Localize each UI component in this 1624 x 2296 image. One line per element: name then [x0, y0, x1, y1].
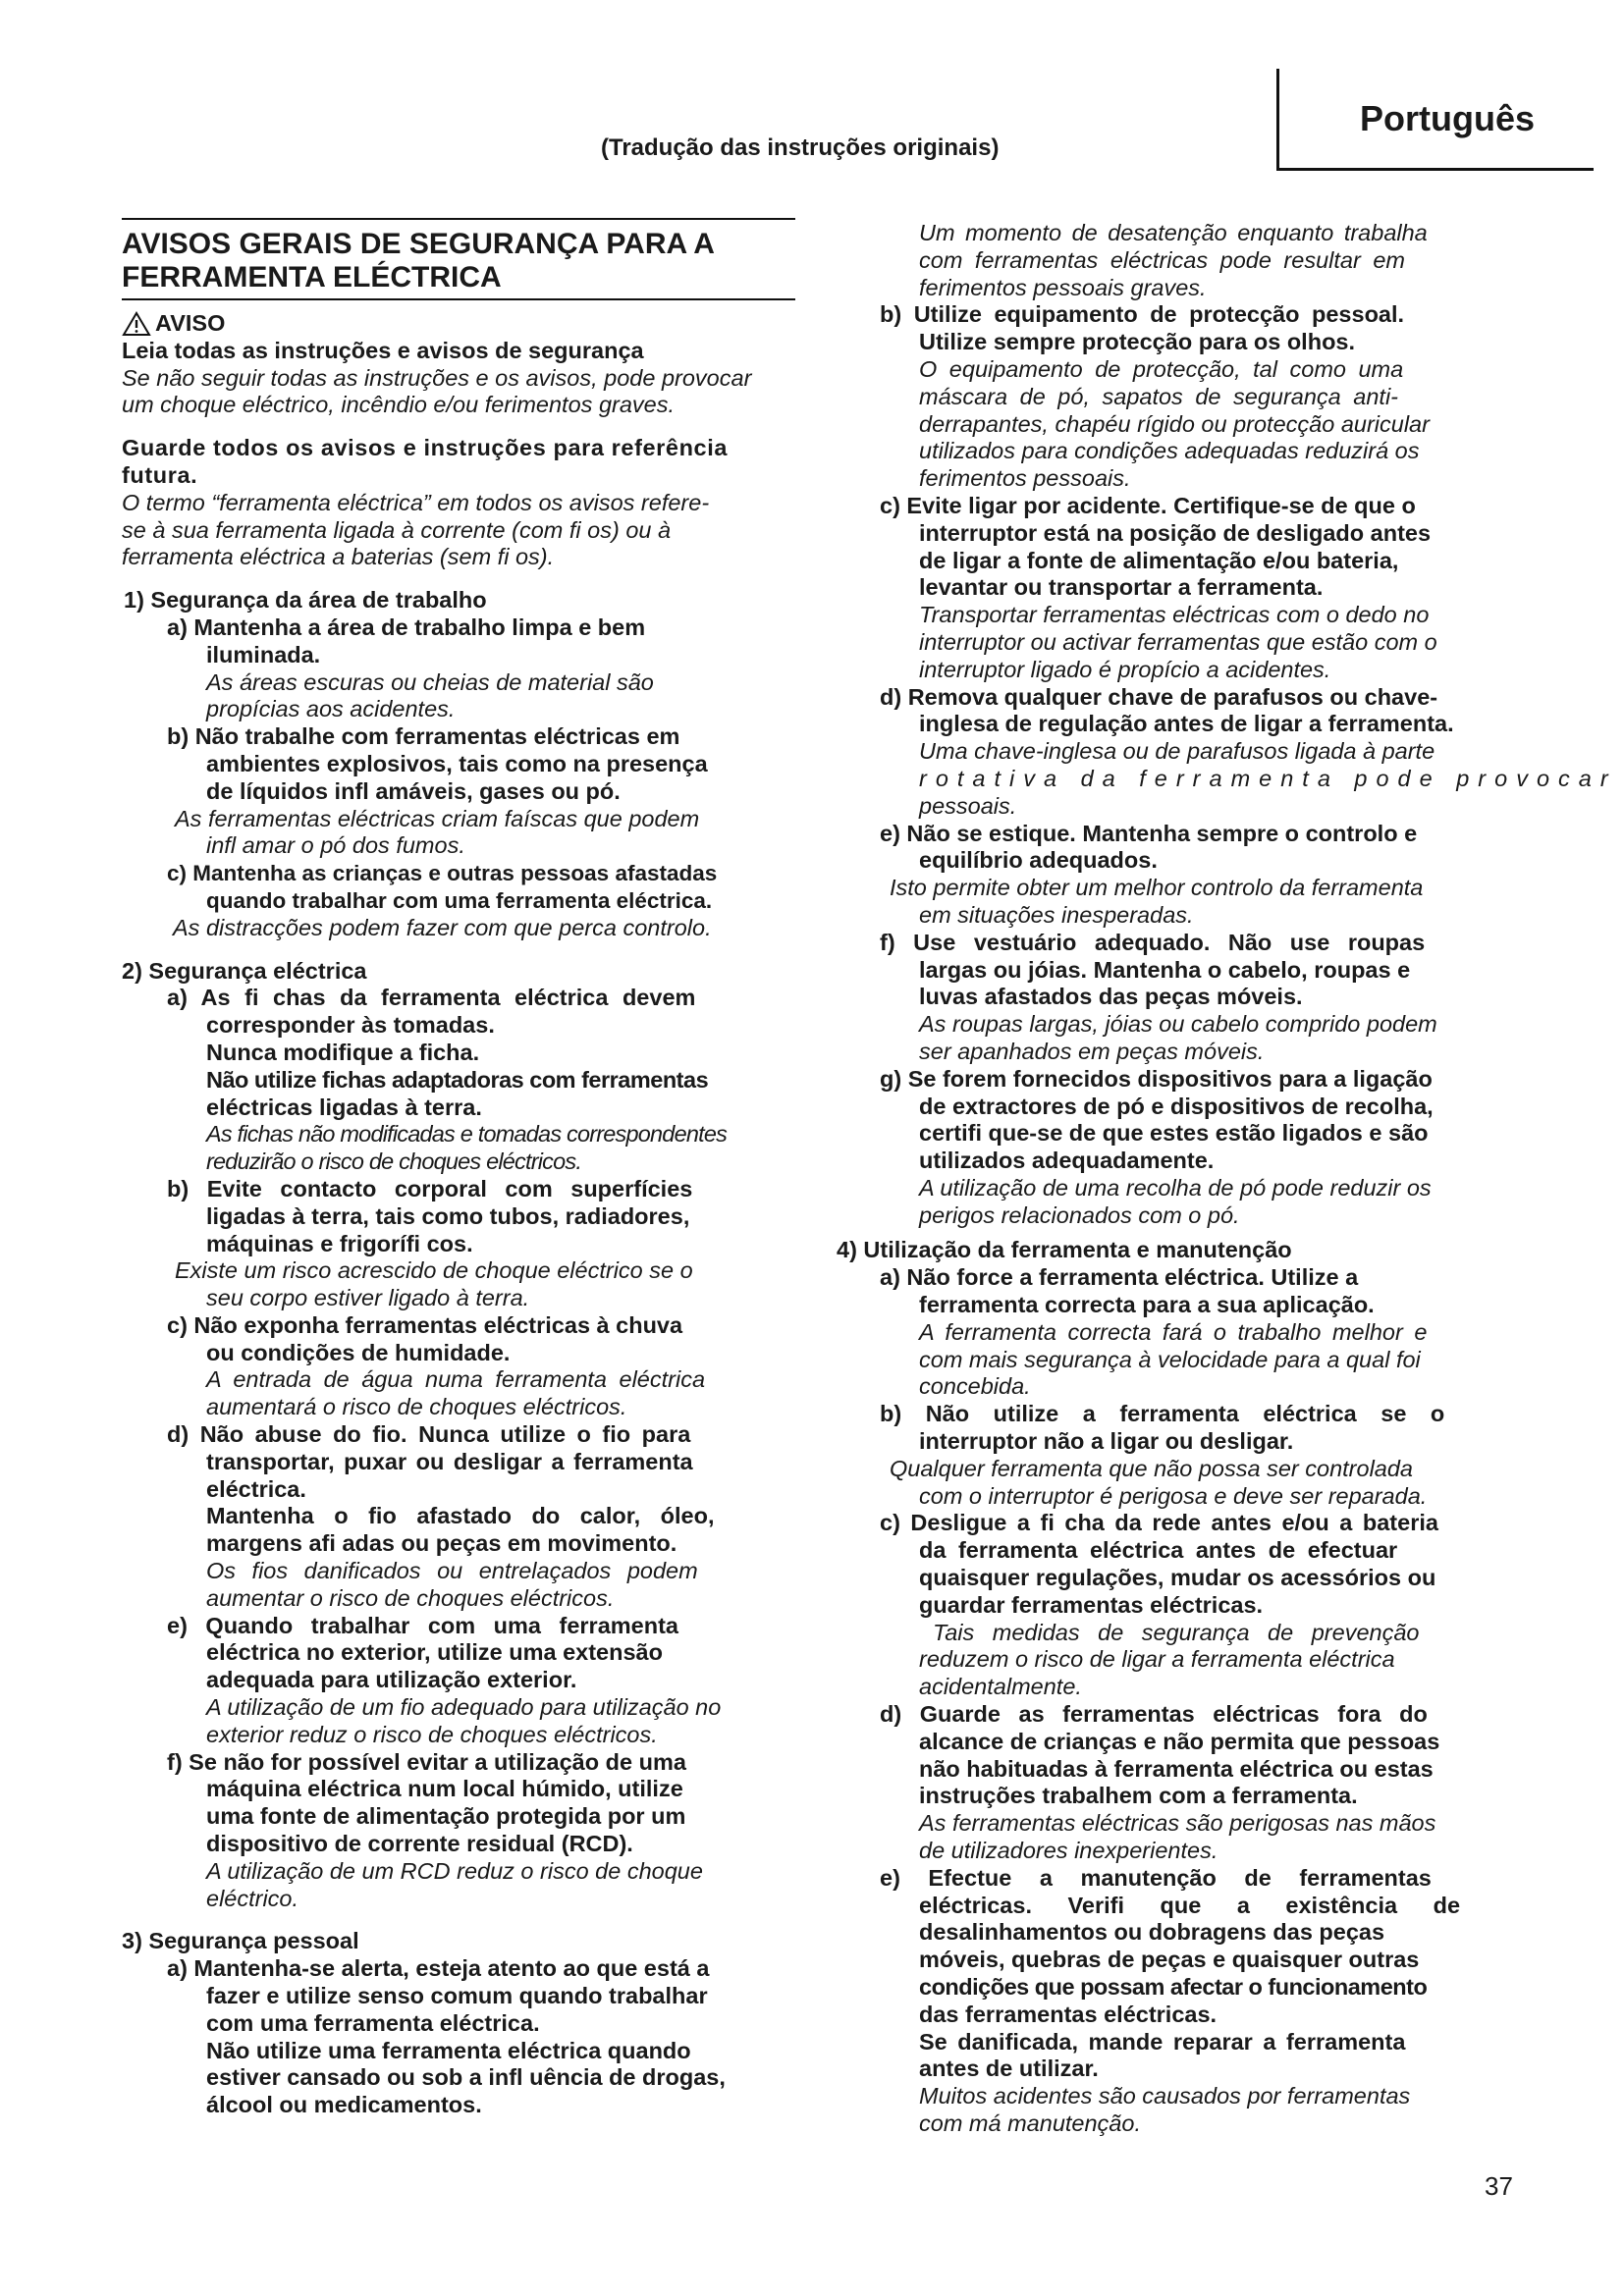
item-1c: c) Mantenha as crianças e outras pessoas afastadas quando trabalhar com uma ferramenta eléctrica.	[167, 861, 718, 913]
item-1a-note: As áreas escuras ou cheias de material são propícias aos acidentes.	[206, 668, 654, 722]
read-all-instructions: Leia todas as instruções e avisos de segurança	[122, 337, 644, 363]
item-3a-note: Um momento de desatenção enquanto trabalha com ferramentas eléctricas pode resultar em ferimentos pessoais graves.	[919, 220, 1428, 300]
item-3f: f) Use vestuário adequado. Não use roupas largas ou jóias. Mantenha o cabelo, roupas e luvas afastados das peças móveis.	[880, 929, 1426, 1010]
item-3c: c) Evite ligar por acidente. Certifique-se de que o interruptor está na posição de desligado antes de ligar a fonte de alimentação e/ou bateria, levantar ou transportar a ferramenta.	[880, 492, 1432, 601]
item-4b-note: Qualquer ferramenta que não possa ser controlada com o interruptor é perigosa e deve ser reparada.	[890, 1455, 1428, 1509]
left-column	[122, 218, 835, 2119]
language-label: Português	[1359, 98, 1535, 138]
item-4a: a) Não force a ferramenta eléctrica. Utilize a ferramenta correcta para a sua aplicação.	[880, 1264, 1375, 1318]
item-2a: a) As fi chas da ferramenta eléctrica devem corresponder às tomadas. Nunca modifique a ficha. Não utilize fichas adaptadoras com ferramentas eléctricas ligadas à terra.	[167, 985, 709, 1120]
item-3d: d) Remova qualquer chave de parafusos ou chave- inglesa de regulação antes de ligar a ferramenta.	[880, 683, 1454, 737]
section-3-title: 3) Segurança pessoal	[122, 1928, 359, 1954]
item-1a: a) Mantenha a área de trabalho limpa e bem iluminada.	[167, 614, 646, 667]
item-1c-note: As distracções podem fazer com que perca controlo.	[173, 914, 712, 940]
item-1b-note: As ferramentas eléctricas criam faíscas que podem infl amar o pó dos fumos.	[175, 805, 700, 859]
item-2b: b) Evite contacto corporal com superfícies ligadas à terra, tais como tubos, radiadores, máquinas e frigorífi cos.	[167, 1175, 693, 1256]
section-2-title: 2) Segurança eléctrica	[122, 957, 367, 984]
read-all-note: Se não seguir todas as instruções e os avisos, pode provocar um choque eléctrico, incêndio e/ou ferimentos graves.	[122, 364, 752, 418]
item-3f-note: As roupas largas, jóias ou cabelo comprido podem ser apanhados em peças móveis.	[919, 1011, 1437, 1064]
section-1-title: 1) Segurança da área de trabalho	[124, 587, 487, 614]
page-number: 37	[1485, 2171, 1513, 2201]
item-2e-note: A utilização de um fio adequado para utilização no exterior reduz o risco de choques eléctricos.	[206, 1694, 722, 1747]
item-3c-note: Transportar ferramentas eléctricas com o dedo no interruptor ou activar ferramentas que estão com o interruptor ligado é propício a acidentes.	[919, 602, 1437, 682]
item-2a-note: As fichas não modificadas e tomadas correspondentes reduzirão o risco de choques eléctricos.	[206, 1121, 728, 1175]
item-2c-note: A entrada de água numa ferramenta eléctrica aumentará o risco de choques eléctricos.	[206, 1366, 706, 1420]
item-2b-note: Existe um risco acrescido de choque eléctrico se o seu corpo estiver ligado à terra.	[175, 1257, 693, 1311]
item-3e-note: Isto permite obter um melhor controlo da ferramenta em situações inesperadas.	[890, 875, 1424, 928]
item-4d-note: As ferramentas eléctricas são perigosas nas mãos de utilizadores inexperientes.	[919, 1810, 1436, 1864]
right-column	[837, 220, 1617, 2138]
translation-subtitle: (Tradução das instruções originais)	[601, 134, 1000, 161]
language-tab	[1276, 69, 1594, 171]
power-tool-definition: O termo “ferramenta eléctrica” em todos os avisos refere- se à sua ferramenta ligada à corrente (com fi os) ou à ferramenta eléctrica a baterias (sem fi os).	[122, 489, 710, 570]
section-4-title: 4) Utilização da ferramenta e manutenção	[837, 1237, 1292, 1263]
item-4c-note: Tais medidas de segurança de prevenção reduzem o risco de ligar a ferramenta eléctrica acidentalmente.	[919, 1619, 1420, 1700]
item-3d-note: Uma chave-inglesa ou de parafusos ligada à parte rotativa da ferramenta pode provocar pessoais.	[919, 738, 1617, 819]
item-2f: f) Se não for possível evitar a utilização de uma máquina eléctrica num local húmido, utilize uma fonte de alimentação protegida por um dispositivo de corrente residual (RCD).	[167, 1748, 686, 1857]
item-4d: d) Guarde as ferramentas eléctricas fora do alcance de crianças e não permita que pessoas não habituadas à ferramenta eléctrica ou estas instruções trabalhem com a ferramenta.	[880, 1701, 1440, 1809]
item-4a-note: A ferramenta correcta fará o trabalho melhor e com mais segurança à velocidade para a qual foi concebida.	[919, 1318, 1428, 1400]
item-3g: g) Se forem fornecidos dispositivos para a ligação de extractores de pó e dispositivos de recolha, certifi que-se de que estes estão ligados e são utilizados adequadamente.	[880, 1065, 1434, 1174]
item-4c: c) Desligue a fi cha da rede antes e/ou a bateria da ferramenta eléctrica antes de efectuar quaisquer regulações, mudar os acessórios ou guardar ferramentas eléctricas.	[880, 1510, 1438, 1618]
item-2d-note: Os fios danificados ou entrelaçados podem aumentar o risco de choques eléctricos.	[206, 1558, 698, 1611]
item-2d: d) Não abuse do fio. Nunca utilize o fio para transportar, puxar ou desligar a ferramenta eléctrica. Mantenha o fio afastado do calor, óleo, margens afi adas ou peças em movimento.	[167, 1421, 715, 1557]
item-1b: b) Não trabalhe com ferramentas eléctricas em ambientes explosivos, tais como na presença de líquidos infl amáveis, gases ou pó.	[167, 723, 708, 804]
item-4e-note: Muitos acidentes são causados por ferramentas com má manutenção.	[919, 2083, 1411, 2136]
item-2e: e) Quando trabalhar com uma ferramenta eléctrica no exterior, utilize uma extensão adequada para utilização exterior.	[167, 1612, 678, 1693]
item-3e: e) Não se estique. Mantenha sempre o controlo e equilíbrio adequados.	[880, 820, 1418, 874]
item-4b: b) Não utilize a ferramenta eléctrica se o interruptor não a ligar ou desligar.	[880, 1401, 1445, 1455]
item-3b-note: O equipamento de protecção, tal como uma máscara de pó, sapatos de segurança anti- derrapantes, chapéu rígido ou protecção auricular utilizados para condições adequadas reduzirá os ferimentos pessoais.	[919, 355, 1430, 492]
warning-label: AVISO	[122, 310, 835, 338]
item-3g-note: A utilização de uma recolha de pó pode reduzir os perigos relacionados com o pó.	[919, 1174, 1432, 1228]
item-2c: c) Não exponha ferramentas eléctricas à chuva ou condições de humidade.	[167, 1311, 683, 1365]
section-heading: AVISOS GERAIS DE SEGURANÇA PARA A FERRAMENTA ELÉCTRICA	[122, 218, 795, 300]
item-2f-note: A utilização de um RCD reduz o risco de choque eléctrico.	[206, 1857, 703, 1911]
item-4e: e) Efectue a manutenção de ferramentas eléctricas. Verifi que a existência de desalinhamentos ou dobragens das peças móveis, quebras de peças e quaisquer outras condições que possam afectar o funcionamento das ferramentas eléctricas. Se danificada, mande reparar a ferramenta antes de utilizar.	[880, 1864, 1461, 2082]
keep-instructions: Guarde todos os avisos e instruções para referência futura.	[122, 435, 729, 488]
warning-triangle-icon	[122, 311, 151, 337]
item-3a: a) Mantenha-se alerta, esteja atento ao que está a fazer e utilize senso comum quando trabalhar com uma ferramenta eléctrica. Não utilize uma ferramenta eléctrica quando estiver cansado ou sob a infl uência de drogas, álcool ou medicamentos.	[167, 1955, 726, 2118]
item-3b: b) Utilize equipamento de protecção pessoal. Utilize sempre protecção para os olhos.	[880, 301, 1405, 355]
